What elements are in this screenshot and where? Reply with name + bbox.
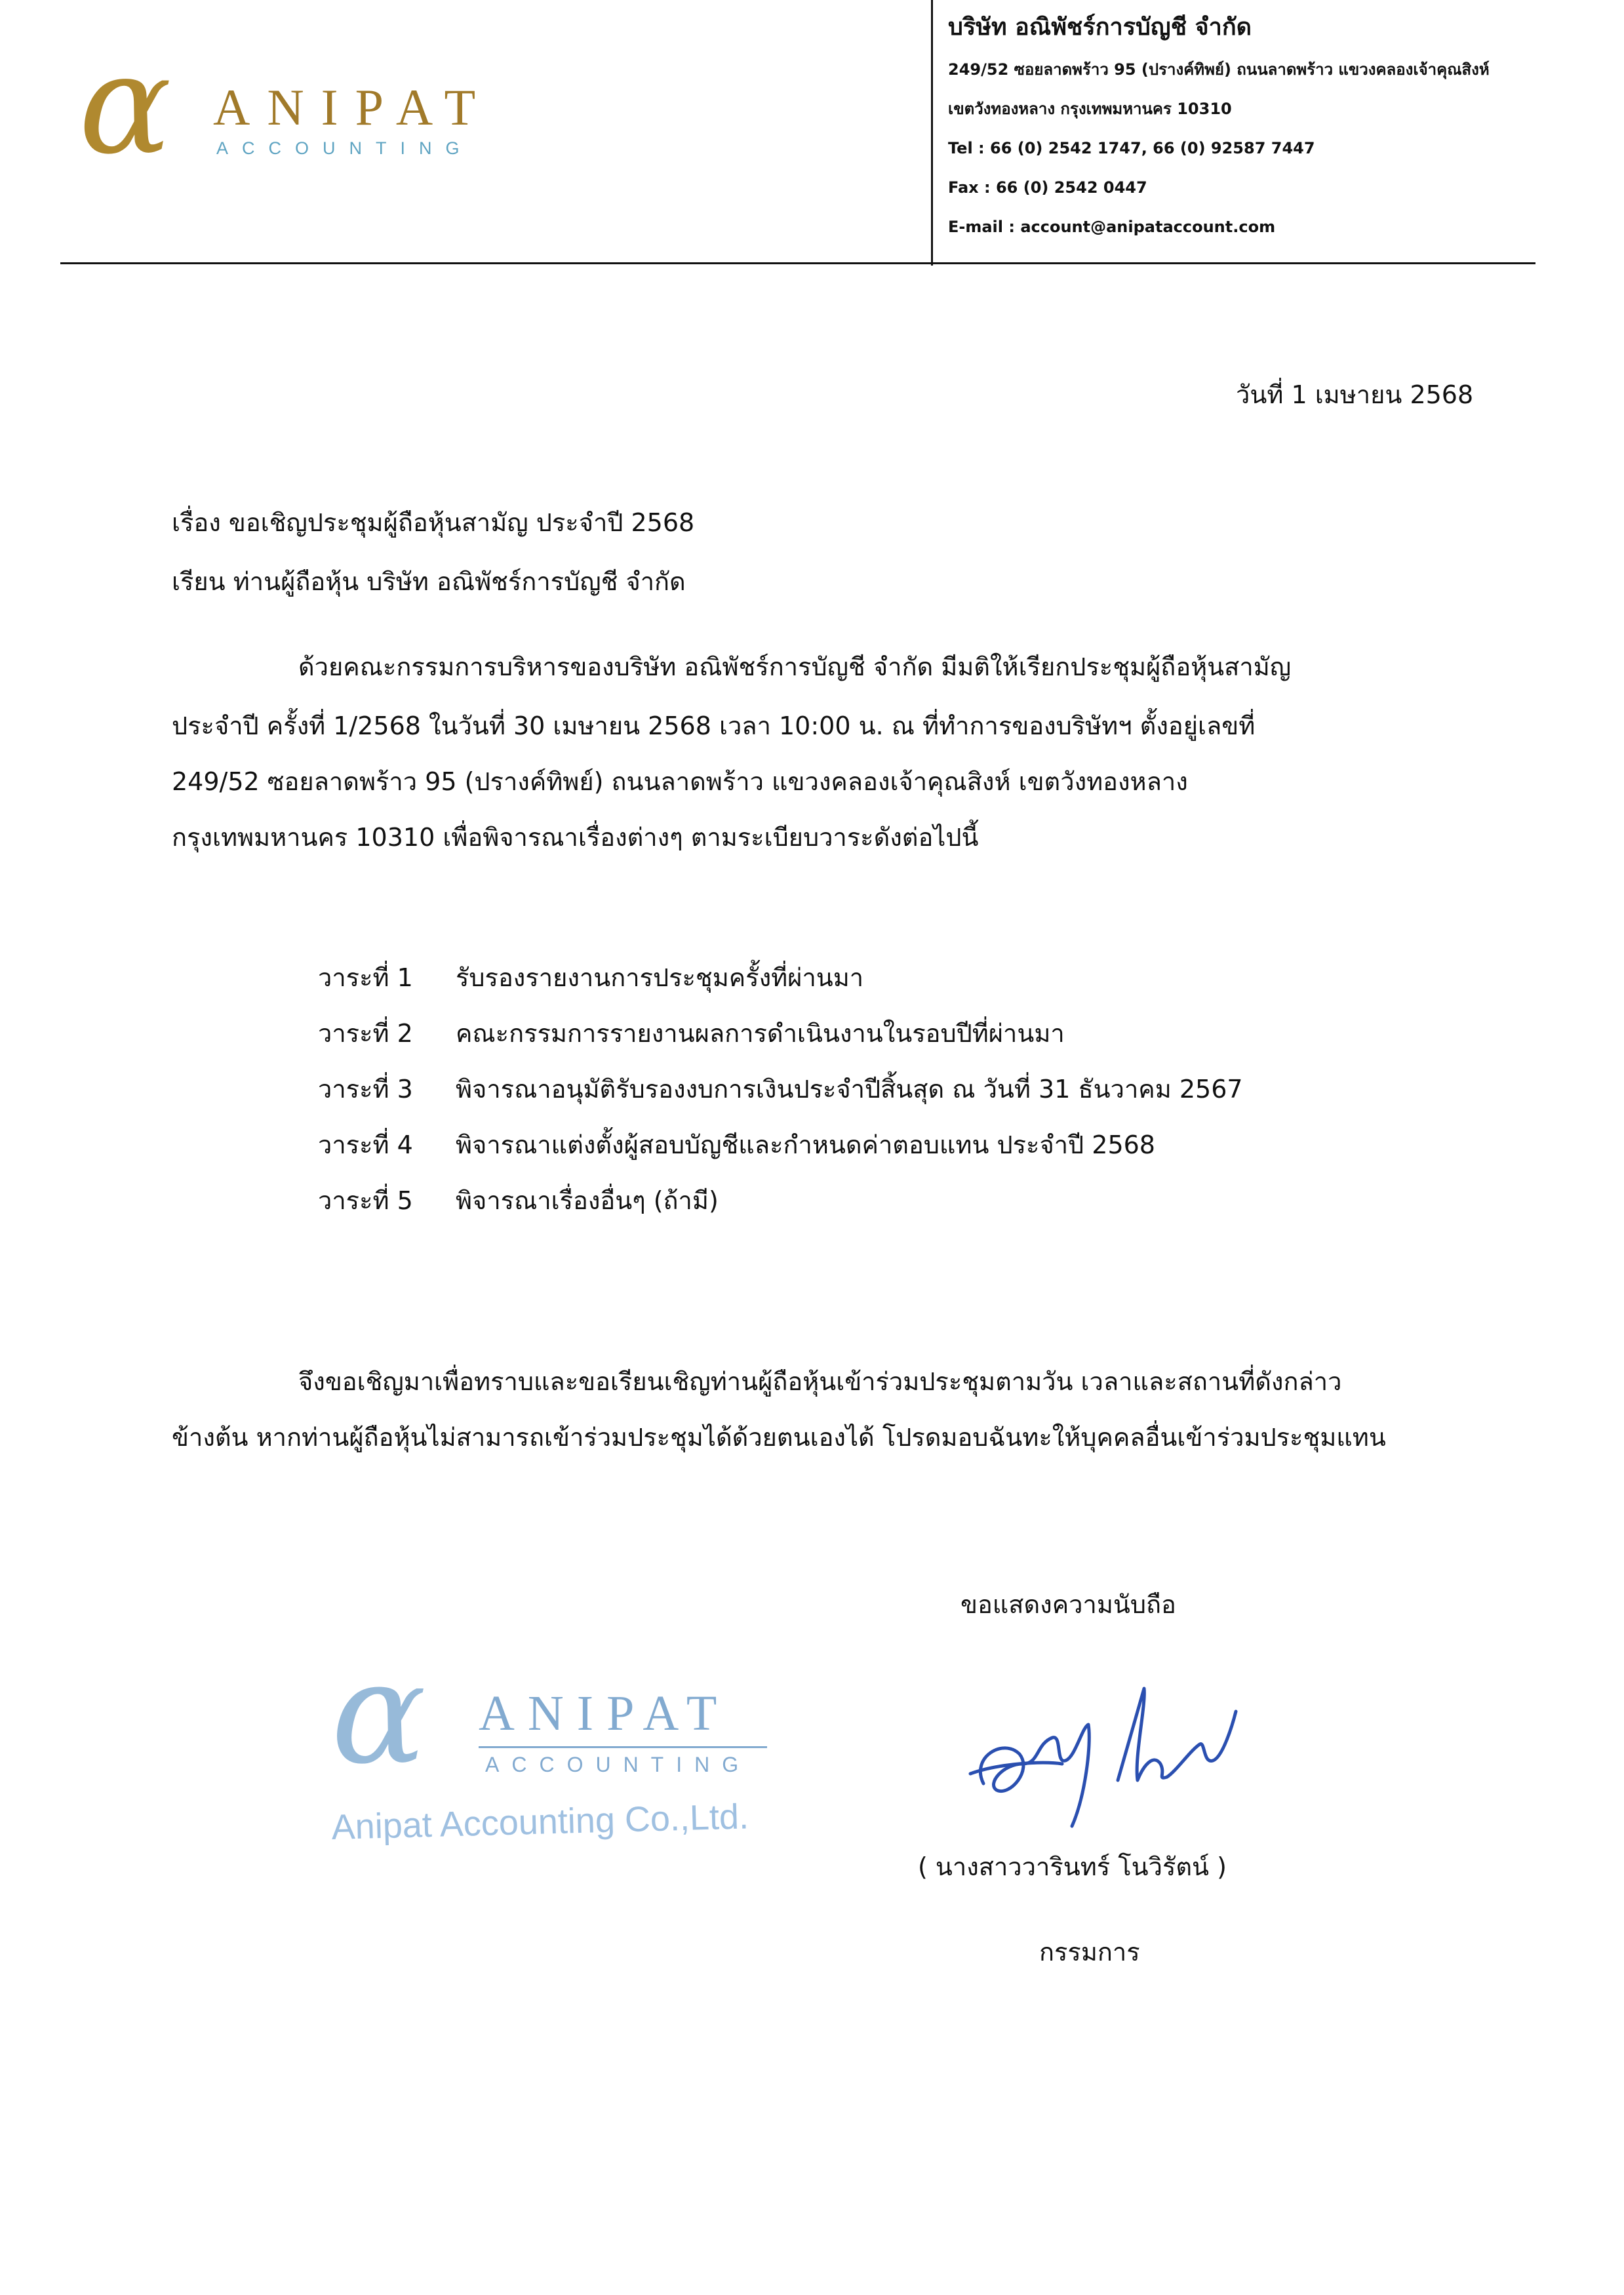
company-stamp [328,1631,800,1892]
stamp-full-name: Anipat Accounting Co.,Ltd. [330,1797,749,1847]
agenda-label: วาระที่ 1 [318,963,413,992]
header-vertical-divider [931,0,933,266]
stamp-name: ANIPAT [479,1686,730,1741]
company-address-line1: 249/52 ซอยลาดพร้าว 95 (ปรางค์ทิพย์) ถนนลาดพร้าว แขวงคลองเจ้าคุณสิงห์ [948,60,1490,79]
agenda-label: วาระที่ 4 [318,1130,413,1159]
agenda-text: พิจารณาเรื่องอื่นๆ (ถ้ามี) [456,1186,719,1215]
paragraph-line: กรุงเทพมหานคร 10310 เพื่อพิจารณาเรื่องต่างๆ ตามระเบียบวาระดังต่อไปนี้ [172,823,979,852]
agenda-text: พิจารณาแต่งตั้งผู้สอบบัญชีและกำหนดค่าตอบแทน ประจำปี 2568 [456,1130,1155,1159]
company-info [948,10,1604,247]
paragraph-line: 249/52 ซอยลาดพร้าว 95 (ปรางค์ทิพย์) ถนนลาดพร้าว แขวงคลองเจ้าคุณสิงห์ เขตวังทองหลาง [172,767,1188,796]
agenda-text: พิจารณาอนุมัติรับรองงบการเงินประจำปีสิ้นสุด ณ วันที่ 31 ธันวาคม 2567 [456,1075,1243,1104]
stamp-divider [479,1746,767,1748]
company-name: บริษัท อณิพัชร์การบัญชี จำกัด [948,14,1252,41]
letter-recipient: เรียน ท่านผู้ถือหุ้น บริษัท อณิพัชร์การบัญชี จำกัด [172,567,686,596]
agenda-label: วาระที่ 2 [318,1019,413,1048]
handwritten-signature [957,1666,1246,1836]
logo-name: ANIPAT [213,79,493,136]
letter-date: วันที่ 1 เมษายน 2568 [1236,380,1474,409]
logo-alpha-symbol: α [79,24,172,185]
paragraph-line: ข้างต้น หากท่านผู้ถือหุ้นไม่สามารถเข้าร่วมประชุมได้ด้วยตนเองได้ โปรดมอบฉันทะให้บุคคลอื่นเข้าร่วมประชุมแทน [172,1423,1386,1452]
signer-name: ( นางสาววารินทร์ โนวิรัตน์ ) [918,1852,1227,1881]
paragraph-line: ประจำปี ครั้งที่ 1/2568 ในวันที่ 30 เมษายน 2568 เวลา 10:00 น. ณ ที่ทำการของบริษัทฯ ตั้งอยู่เลขที่ [172,711,1256,740]
company-email: E-mail : account@anipataccount.com [948,218,1276,236]
agenda-text: รับรองรายงานการประชุมครั้งที่ผ่านมา [456,963,864,992]
company-logo [79,24,498,193]
paragraph-line: ด้วยคณะกรรมการบริหารของบริษัท อณิพัชร์การบัญชี จำกัด มีมติให้เรียกประชุมผู้ถือหุ้นสามัญ [298,652,1292,681]
paragraph-line: จึงขอเชิญมาเพื่อทราบและขอเรียนเชิญท่านผู้ถือหุ้นเข้าร่วมประชุมตามวัน เวลาและสถานที่ดังกล่าว [298,1367,1342,1396]
agenda-label: วาระที่ 5 [318,1186,413,1215]
stamp-subtitle: ACCOUNTING [485,1753,751,1776]
logo-subtitle: ACCOUNTING [216,138,473,158]
header-horizontal-divider [60,262,1535,264]
company-fax: Fax : 66 (0) 2542 0447 [948,178,1147,197]
agenda-label: วาระที่ 3 [318,1075,413,1104]
company-tel: Tel : 66 (0) 2542 1747, 66 (0) 92587 7447 [948,139,1315,157]
letter-subject: เรื่อง ขอเชิญประชุมผู้ถือหุ้นสามัญ ประจำปี 2568 [172,508,695,537]
closing-salutation: ขอแสดงความนับถือ [961,1590,1176,1619]
signer-position: กรรมการ [1039,1938,1140,1966]
company-address-line2: เขตวังทองหลาง กรุงเทพมหานคร 10310 [948,100,1232,118]
agenda-text: คณะกรรมการรายงานผลการดำเนินงานในรอบปีที่ผ่านมา [456,1019,1065,1048]
stamp-alpha-symbol: α [331,1631,427,1795]
